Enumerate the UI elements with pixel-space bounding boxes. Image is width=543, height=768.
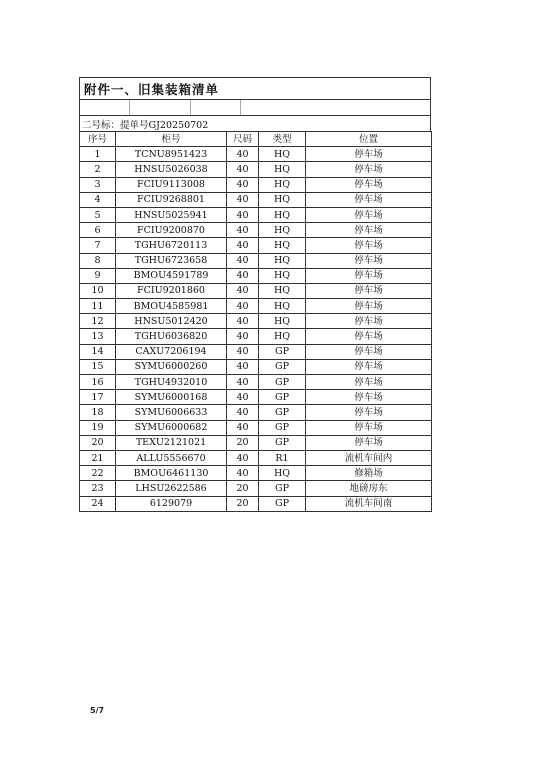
cell-index: 12 <box>80 314 116 329</box>
cell-type: HQ <box>259 268 306 283</box>
cell-index: 9 <box>80 268 116 283</box>
cell-index: 5 <box>80 207 116 222</box>
cell-type: HQ <box>259 238 306 253</box>
header-index: 序号 <box>80 132 116 147</box>
cell-size: 40 <box>227 390 259 405</box>
blank-spacer-row <box>79 99 431 115</box>
header-size: 尺码 <box>227 132 259 147</box>
cell-index: 15 <box>80 359 116 374</box>
table-row <box>80 390 432 405</box>
cell-location: 停车场 <box>306 375 432 390</box>
cell-type: GP <box>259 405 306 420</box>
cell-index: 3 <box>80 177 116 192</box>
page-number: 5/7 <box>90 706 105 715</box>
cell-type: HQ <box>259 147 306 162</box>
cell-type: GP <box>259 420 306 435</box>
cell-type: GP <box>259 375 306 390</box>
table-row <box>80 481 432 496</box>
cell-size: 40 <box>227 314 259 329</box>
cell-index: 24 <box>80 496 116 511</box>
cell-container-no: FCIU9201860 <box>116 283 227 298</box>
table-row <box>80 405 432 420</box>
cell-location: 停车场 <box>306 192 432 207</box>
cell-type: HQ <box>259 207 306 222</box>
document-title: 附件一、旧集装箱清单 <box>79 77 431 99</box>
cell-size: 40 <box>227 375 259 390</box>
table-row <box>80 177 432 192</box>
cell-size: 40 <box>227 283 259 298</box>
cell-container-no: SYMU6000260 <box>116 359 227 374</box>
cell-type: GP <box>259 481 306 496</box>
cell-container-no: TGHU6720113 <box>116 238 227 253</box>
cell-size: 40 <box>227 450 259 465</box>
cell-index: 8 <box>80 253 116 268</box>
table-row <box>80 314 432 329</box>
table-row <box>80 238 432 253</box>
cell-container-no: HNSU5012420 <box>116 314 227 329</box>
cell-size: 40 <box>227 420 259 435</box>
cell-container-no: HNSU5025941 <box>116 207 227 222</box>
cell-location: 停车场 <box>306 238 432 253</box>
cell-size: 40 <box>227 223 259 238</box>
header-container-no: 柜号 <box>116 132 227 147</box>
cell-index: 17 <box>80 390 116 405</box>
blank-cell <box>327 100 432 115</box>
cell-location: 流机车间南 <box>306 496 432 511</box>
table-row <box>80 435 432 450</box>
cell-size: 40 <box>227 299 259 314</box>
cell-container-no: SYMU6006633 <box>116 405 227 420</box>
cell-container-no: ALLU5556670 <box>116 450 227 465</box>
cell-container-no: HNSU5026038 <box>116 162 227 177</box>
cell-location: 停车场 <box>306 147 432 162</box>
table-row <box>80 192 432 207</box>
cell-location: 停车场 <box>306 299 432 314</box>
blank-cell <box>190 100 240 115</box>
cell-size: 40 <box>227 344 259 359</box>
cell-index: 1 <box>80 147 116 162</box>
cell-size: 40 <box>227 147 259 162</box>
blank-cell <box>240 100 327 115</box>
cell-size: 40 <box>227 268 259 283</box>
cell-location: 停车场 <box>306 223 432 238</box>
cell-index: 6 <box>80 223 116 238</box>
cell-container-no: TGHU4932010 <box>116 375 227 390</box>
cell-size: 40 <box>227 253 259 268</box>
cell-container-no: SYMU6000682 <box>116 420 227 435</box>
table-body <box>80 147 432 512</box>
cell-type: GP <box>259 344 306 359</box>
table-header-row <box>80 132 432 147</box>
cell-type: HQ <box>259 299 306 314</box>
cell-type: HQ <box>259 177 306 192</box>
table-row <box>80 147 432 162</box>
cell-container-no: CAXU7206194 <box>116 344 227 359</box>
cell-location: 停车场 <box>306 283 432 298</box>
cell-index: 19 <box>80 420 116 435</box>
header-location: 位置 <box>306 132 432 147</box>
table-row <box>80 162 432 177</box>
cell-type: GP <box>259 435 306 450</box>
cell-container-no: FCIU9268801 <box>116 192 227 207</box>
cell-location: 流机车间内 <box>306 450 432 465</box>
cell-container-no: BMOU6461130 <box>116 466 227 481</box>
cell-type: HQ <box>259 223 306 238</box>
cell-size: 40 <box>227 238 259 253</box>
blank-cell <box>80 100 129 115</box>
cell-container-no: LHSU2622586 <box>116 481 227 496</box>
cell-location: 停车场 <box>306 359 432 374</box>
cell-size: 40 <box>227 405 259 420</box>
cell-type: HQ <box>259 329 306 344</box>
cell-location: 停车场 <box>306 435 432 450</box>
cell-type: R1 <box>259 450 306 465</box>
cell-type: HQ <box>259 162 306 177</box>
cell-index: 20 <box>80 435 116 450</box>
cell-size: 20 <box>227 481 259 496</box>
table-row <box>80 223 432 238</box>
table-row <box>80 299 432 314</box>
batch-label: 二号标：提单号GJ20250702 <box>79 115 431 131</box>
cell-container-no: TEXU2121021 <box>116 435 227 450</box>
cell-index: 14 <box>80 344 116 359</box>
cell-size: 40 <box>227 466 259 481</box>
cell-size: 40 <box>227 359 259 374</box>
cell-type: GP <box>259 359 306 374</box>
cell-location: 停车场 <box>306 329 432 344</box>
container-table <box>79 131 432 512</box>
cell-location: 停车场 <box>306 207 432 222</box>
cell-type: HQ <box>259 314 306 329</box>
cell-location: 停车场 <box>306 314 432 329</box>
container-list-sheet <box>79 77 431 512</box>
table-row <box>80 420 432 435</box>
cell-location: 停车场 <box>306 420 432 435</box>
cell-type: HQ <box>259 192 306 207</box>
table-row <box>80 466 432 481</box>
cell-location: 停车场 <box>306 344 432 359</box>
cell-container-no: FCIU9113008 <box>116 177 227 192</box>
cell-size: 20 <box>227 496 259 511</box>
table-row <box>80 359 432 374</box>
table-row <box>80 450 432 465</box>
cell-index: 22 <box>80 466 116 481</box>
cell-type: GP <box>259 496 306 511</box>
table-row <box>80 207 432 222</box>
table-row <box>80 344 432 359</box>
cell-size: 40 <box>227 207 259 222</box>
cell-location: 停车场 <box>306 405 432 420</box>
cell-size: 40 <box>227 192 259 207</box>
table-row <box>80 283 432 298</box>
cell-size: 20 <box>227 435 259 450</box>
table-row <box>80 329 432 344</box>
cell-index: 16 <box>80 375 116 390</box>
cell-size: 40 <box>227 329 259 344</box>
cell-container-no: TGHU6723658 <box>116 253 227 268</box>
cell-location: 地磅房东 <box>306 481 432 496</box>
cell-location: 停车场 <box>306 177 432 192</box>
cell-location: 停车场 <box>306 268 432 283</box>
cell-location: 停车场 <box>306 253 432 268</box>
cell-type: HQ <box>259 283 306 298</box>
cell-container-no: 6129079 <box>116 496 227 511</box>
table-row <box>80 375 432 390</box>
cell-index: 18 <box>80 405 116 420</box>
blank-cell <box>129 100 190 115</box>
cell-index: 23 <box>80 481 116 496</box>
cell-container-no: BMOU4585981 <box>116 299 227 314</box>
cell-size: 40 <box>227 177 259 192</box>
cell-index: 7 <box>80 238 116 253</box>
table-row <box>80 268 432 283</box>
cell-container-no: TGHU6036820 <box>116 329 227 344</box>
cell-container-no: BMOU4591789 <box>116 268 227 283</box>
table-row <box>80 496 432 511</box>
table-row <box>80 253 432 268</box>
cell-index: 13 <box>80 329 116 344</box>
cell-type: HQ <box>259 253 306 268</box>
cell-location: 修箱场 <box>306 466 432 481</box>
cell-index: 11 <box>80 299 116 314</box>
header-type: 类型 <box>259 132 306 147</box>
cell-container-no: SYMU6000168 <box>116 390 227 405</box>
cell-type: HQ <box>259 466 306 481</box>
cell-container-no: TCNU8951423 <box>116 147 227 162</box>
cell-location: 停车场 <box>306 162 432 177</box>
cell-index: 2 <box>80 162 116 177</box>
cell-index: 10 <box>80 283 116 298</box>
cell-index: 21 <box>80 450 116 465</box>
cell-container-no: FCIU9200870 <box>116 223 227 238</box>
cell-size: 40 <box>227 162 259 177</box>
cell-type: GP <box>259 390 306 405</box>
cell-location: 停车场 <box>306 390 432 405</box>
cell-index: 4 <box>80 192 116 207</box>
